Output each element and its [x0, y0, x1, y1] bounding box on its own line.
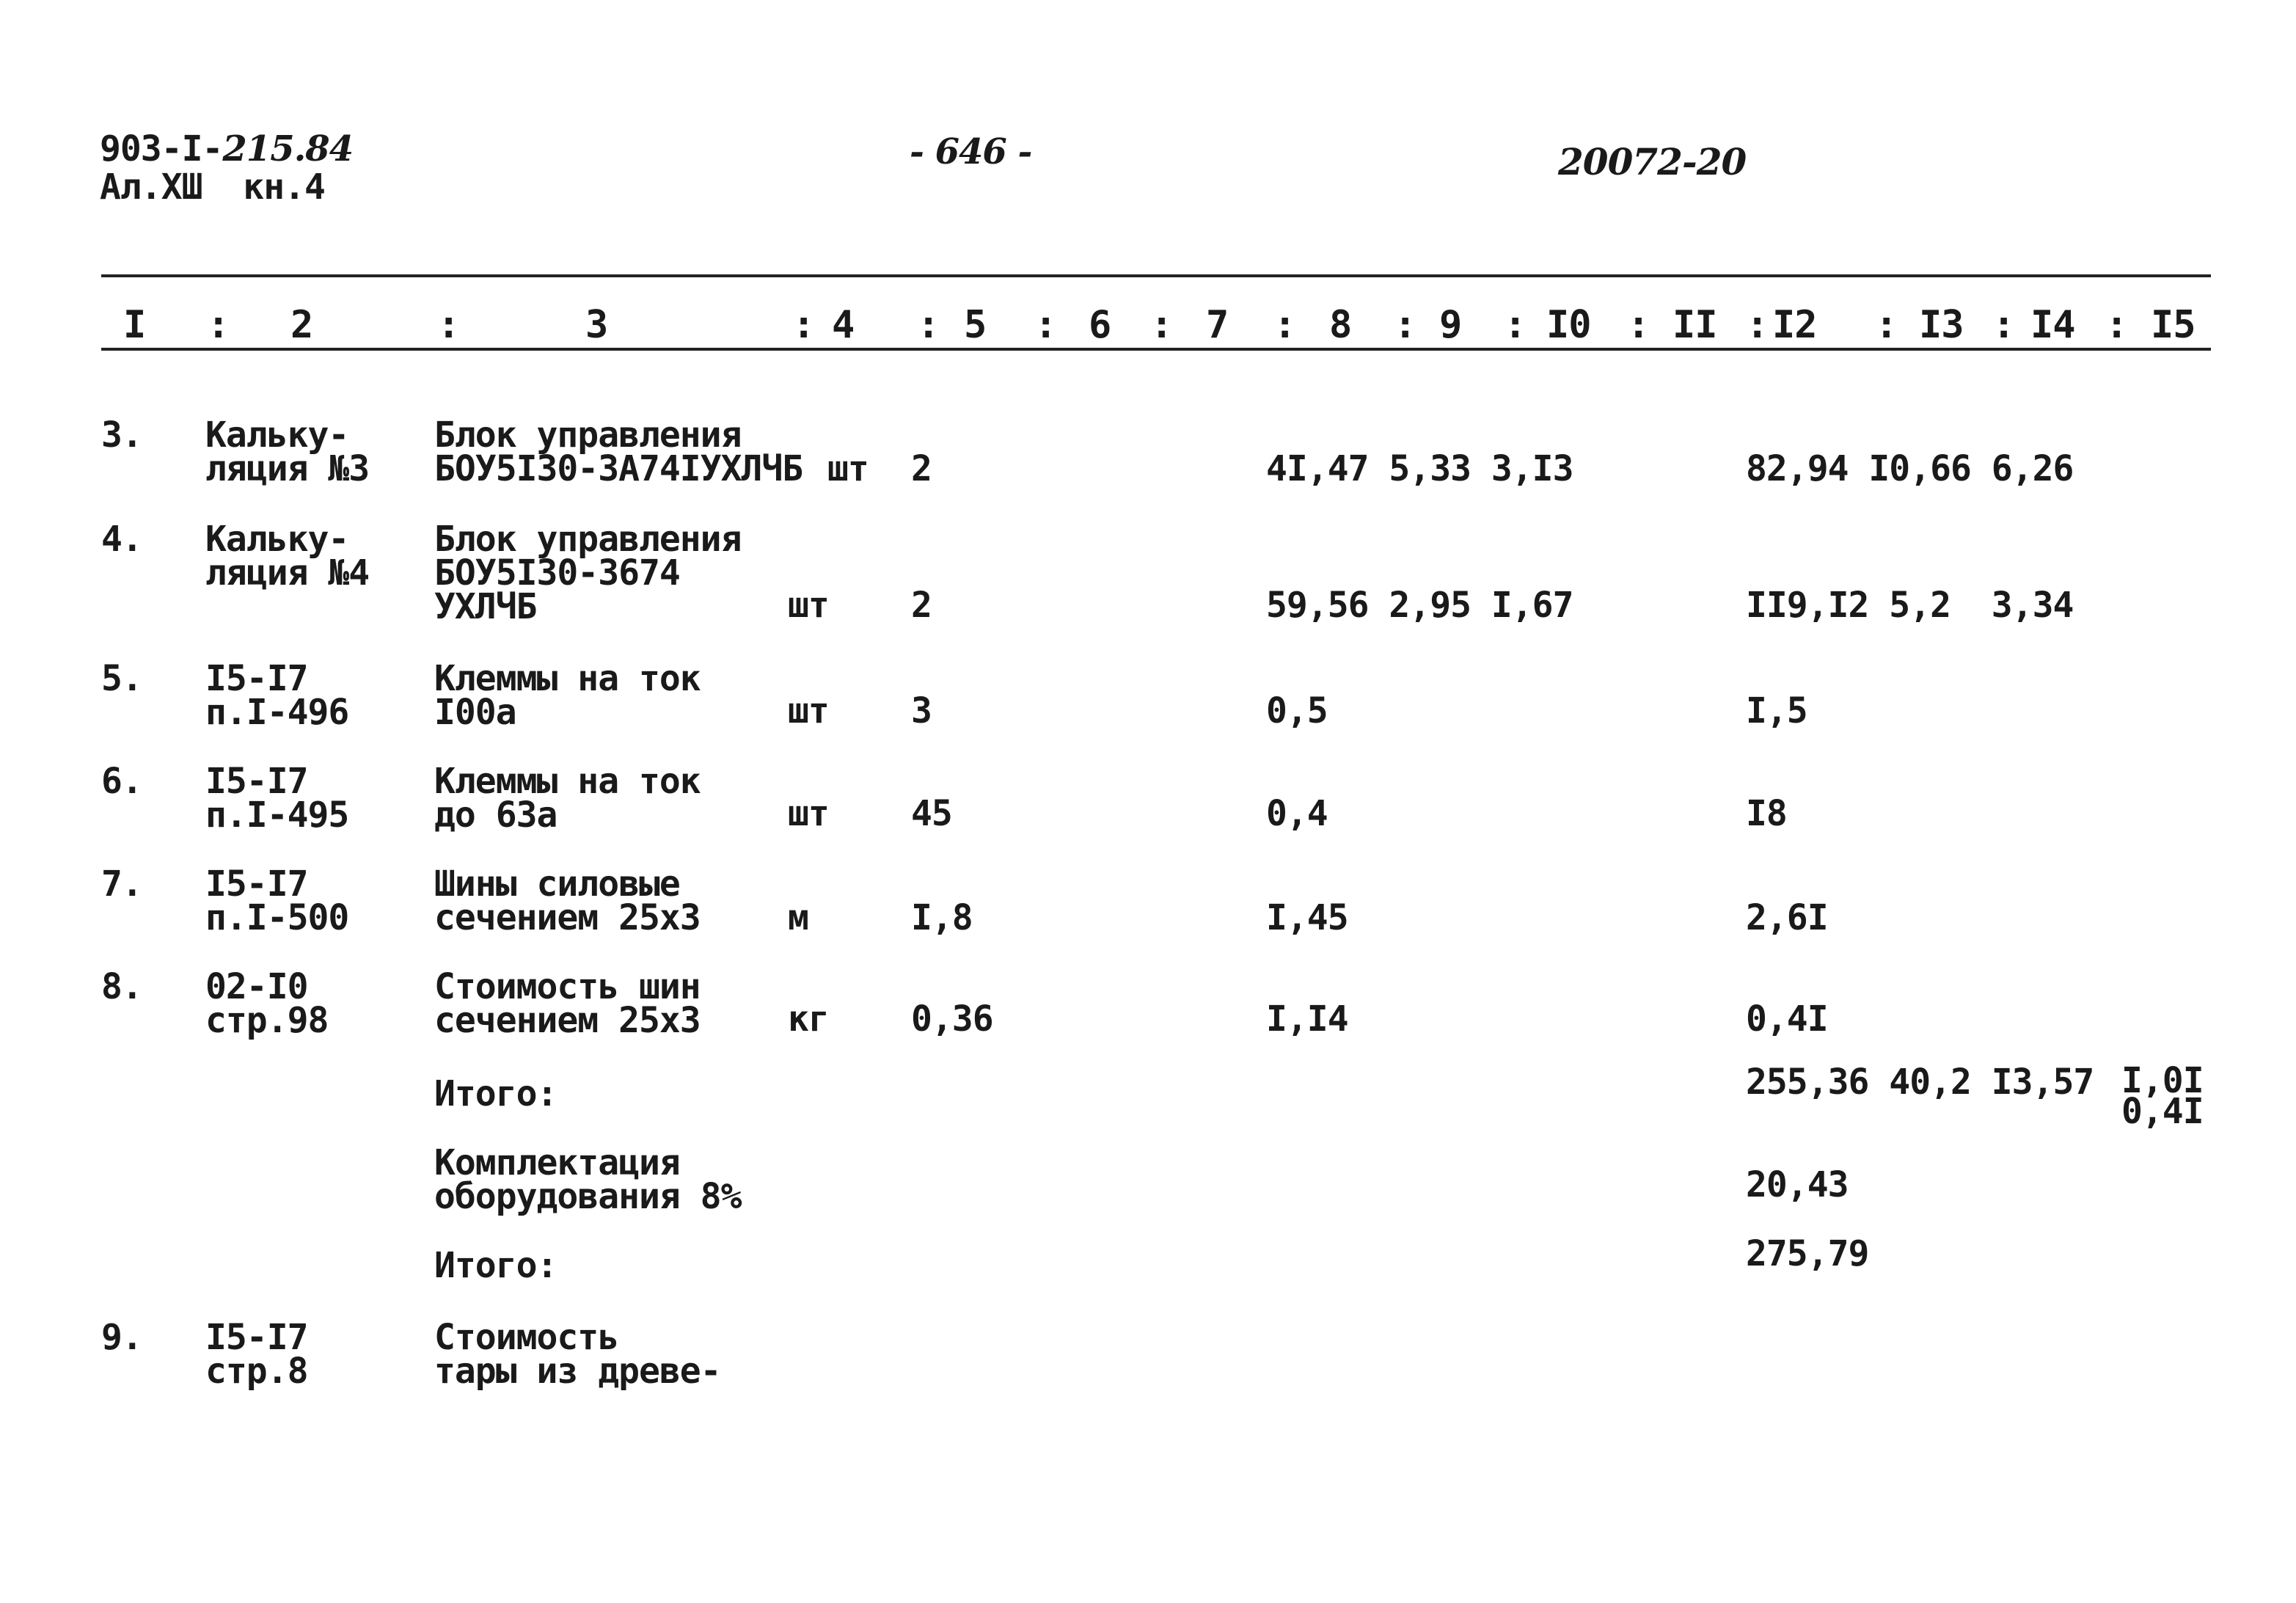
col-header-4: 4: [832, 303, 855, 347]
row-unit-prices: I,I4: [1266, 998, 1348, 1040]
total-value: 275,79: [1746, 1233, 1869, 1274]
col-separator: :: [1992, 303, 2015, 347]
col-header-15: I5: [2151, 303, 2196, 347]
doc-code-prefix: 903-I-: [100, 128, 223, 169]
row-unit: кг: [788, 998, 829, 1040]
subtotal-label: Итого:: [434, 1073, 557, 1114]
row-name: Клеммы на ток I00а: [434, 658, 701, 733]
row-ref: I5-I7 п.I-500: [205, 863, 349, 938]
order-number: 20072-20: [1558, 140, 1747, 183]
col-header-3: 3: [585, 303, 608, 347]
col-header-8: 8: [1329, 303, 1352, 347]
doc-code-handwritten: 215.84: [222, 128, 354, 169]
row-qty: I,8: [911, 897, 973, 938]
col-separator: :: [1504, 303, 1527, 347]
row-number: 5.: [101, 658, 142, 699]
col-header-2: 2: [290, 303, 313, 347]
row-ref: I5-I7 стр.8: [205, 1317, 308, 1392]
col-separator: :: [2105, 303, 2128, 347]
equipment-label: Комплектация оборудования 8%: [434, 1142, 742, 1217]
row-name: Блок управления БОУ5I30-3674 УХЛЧБ: [434, 519, 742, 627]
doc-code: [100, 128, 354, 169]
total-label: Итого:: [434, 1245, 557, 1286]
col-separator: :: [1034, 303, 1057, 347]
page-number: - 646 -: [910, 131, 1032, 172]
subtotal-value: 255,36 40,2 I3,57: [1746, 1062, 2094, 1103]
col-separator: :: [437, 303, 460, 347]
col-separator: :: [1875, 303, 1898, 347]
header-bottom-rule: [101, 348, 2211, 351]
row-ref: I5-I7 п.I-495: [205, 761, 349, 836]
col-separator: :: [1394, 303, 1416, 347]
col-separator: :: [792, 303, 815, 347]
col-separator: :: [207, 303, 230, 347]
col-header-11: II: [1672, 303, 1717, 347]
row-unit: шт: [827, 448, 869, 489]
col-header-13: I3: [1919, 303, 1964, 347]
row-unit-prices: 0,4: [1266, 793, 1328, 834]
row-name: Клеммы на ток до 63а: [434, 761, 701, 836]
row-name: Шины силовые сечением 25х3: [434, 863, 701, 938]
row-totals: I,5: [1746, 690, 1807, 731]
col-header-5: 5: [964, 303, 987, 347]
col-header-10: I0: [1546, 303, 1591, 347]
row-qty: 2: [911, 585, 932, 626]
col-header-12: I2: [1772, 303, 1817, 347]
row-totals: 2,6I: [1746, 897, 1828, 938]
row-ref: I5-I7 п.I-496: [205, 658, 349, 733]
row-unit-prices: 0,5: [1266, 690, 1328, 731]
row-totals: 0,4I: [1746, 998, 1828, 1040]
row-ref: Кальку- ляция №3: [205, 415, 370, 489]
row-number: 6.: [101, 761, 142, 802]
row-qty: 2: [911, 448, 932, 489]
row-unit: шт: [788, 690, 829, 731]
col-header-1: I: [123, 303, 146, 347]
col-separator: :: [1273, 303, 1296, 347]
row-number: 4.: [101, 519, 142, 560]
row-number: 9.: [101, 1317, 142, 1358]
subtotal-extra: I,0I 0,4I: [2121, 1060, 2204, 1132]
col-separator: :: [917, 303, 940, 347]
row-number: 8.: [101, 966, 142, 1007]
row-name: Стоимость тары из древе-: [434, 1317, 721, 1392]
col-header-14: I4: [2030, 303, 2075, 347]
row-totals: 82,94 I0,66 6,26: [1746, 448, 2074, 489]
col-header-7: 7: [1206, 303, 1229, 347]
row-unit: шт: [788, 585, 829, 626]
row-qty: 45: [911, 793, 952, 834]
col-separator: :: [1627, 303, 1650, 347]
album-ref: Ал.XШ кн.4: [100, 167, 325, 208]
row-ref: 02-I0 стр.98: [205, 966, 329, 1041]
col-separator: :: [1746, 303, 1769, 347]
top-rule: [101, 274, 2211, 277]
row-unit-prices: 59,56 2,95 I,67: [1266, 585, 1573, 626]
col-header-9: 9: [1439, 303, 1462, 347]
row-number: 3.: [101, 415, 142, 456]
row-totals: I8: [1746, 793, 1787, 834]
row-ref: Кальку- ляция №4: [205, 519, 370, 594]
row-qty: 3: [911, 690, 932, 731]
row-number: 7.: [101, 863, 142, 905]
row-name: Блок управления БОУ5I30-3А74IУХЛЧБ: [434, 415, 803, 489]
row-unit: м: [788, 897, 808, 938]
row-totals: II9,I2 5,2 3,34: [1746, 585, 2074, 626]
row-qty: 0,36: [911, 998, 993, 1040]
equipment-value: 20,43: [1746, 1164, 1849, 1205]
row-unit-prices: 4I,47 5,33 3,I3: [1266, 448, 1573, 489]
row-name: Стоимость шин сечением 25х3: [434, 966, 701, 1041]
col-separator: :: [1150, 303, 1173, 347]
row-unit: шт: [788, 793, 829, 834]
col-header-6: 6: [1089, 303, 1111, 347]
row-unit-prices: I,45: [1266, 897, 1348, 938]
